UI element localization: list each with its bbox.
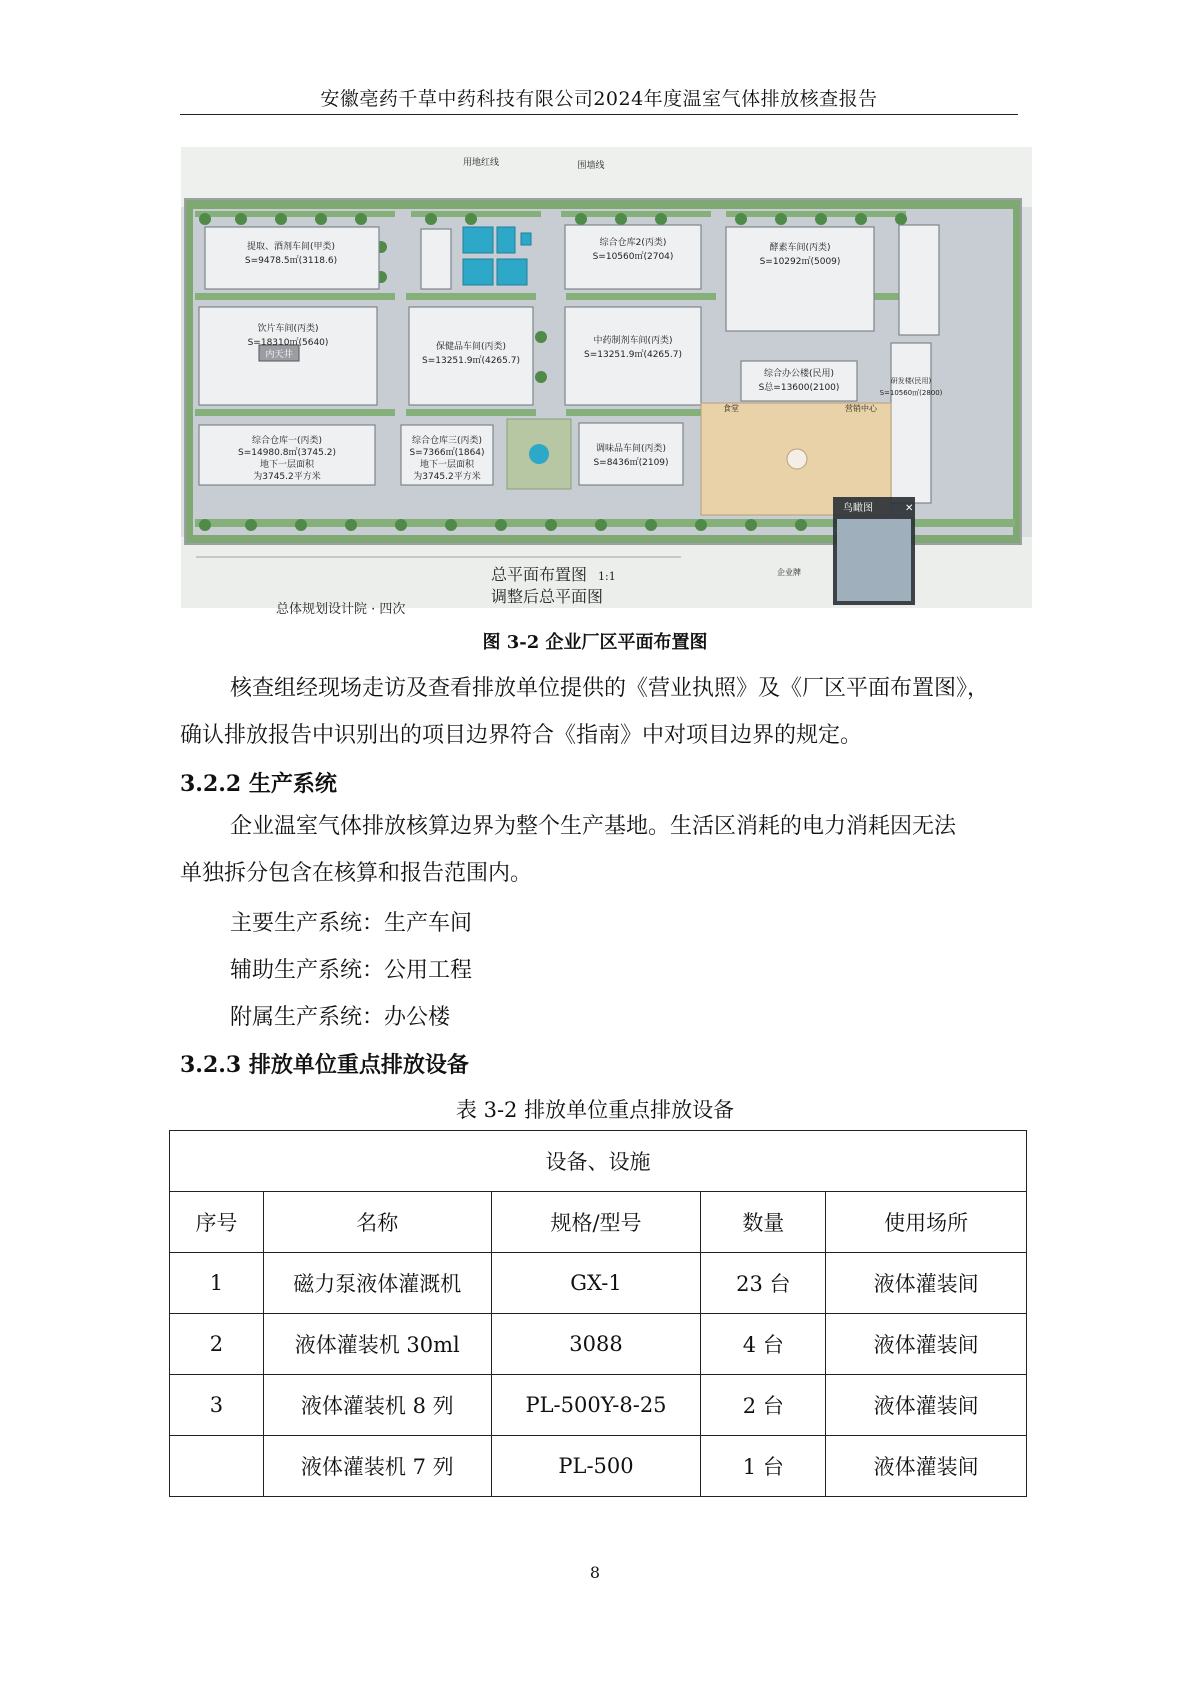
plan-title: 总平面布置图 [491, 565, 588, 584]
table-row [170, 1375, 1027, 1436]
table-cell: 液体灌装机 7 列 [263, 1436, 491, 1497]
boundary-label-1: 用地红线 [462, 158, 500, 168]
table-cell: 液体灌装间 [826, 1375, 1027, 1436]
table-group-header-row [170, 1131, 1027, 1192]
table-cell: 4 台 [701, 1314, 826, 1375]
building-area-4: S=18310㎡(5640) [247, 338, 329, 348]
section-heading-323: 3.2.3 排放单位重点排放设备 [180, 1052, 469, 1078]
courtyard-label: 内天井 [265, 350, 293, 360]
section-heading-322: 3.2.2 生产系统 [180, 771, 337, 797]
building-label-7: 综合办公楼(民用) [763, 369, 835, 379]
equipment-table [169, 1130, 1027, 1497]
building-area-9: S=14980.8㎡(3745.2) [238, 448, 336, 458]
paragraph-1 [180, 665, 1020, 759]
paragraph-1-line-2: 确认排放报告中识别出的项目边界符合《指南》中对项目边界的规定。 [180, 723, 863, 748]
table-group-header: 设备、设施 [170, 1131, 1027, 1192]
table-cell: 磁力泵液体灌溉机 [263, 1253, 491, 1314]
building-note-10b: 为3745.2平方米 [413, 472, 481, 482]
running-header: 安徽亳药千草中药科技有限公司2024年度温室气体排放核查报告 [320, 88, 878, 110]
building-label-3: 酵素车间(丙类) [769, 243, 831, 253]
column-header: 规格/型号 [491, 1192, 701, 1253]
table-cell: 1 台 [701, 1436, 826, 1497]
table-cell: 2 [170, 1314, 264, 1375]
building-label-8: 研发楼(民用) [890, 377, 932, 385]
table-cell: PL-500 [491, 1436, 701, 1497]
column-header: 数量 [701, 1192, 826, 1253]
building-area-11: S=8436㎡(2109) [593, 458, 669, 468]
building-area-3: S=10292㎡(5009) [759, 257, 841, 267]
canteen-label: 食堂 [723, 404, 739, 413]
building-area-8: S=10560㎡(2800) [879, 389, 943, 397]
building-label-2: 综合仓库2(丙类) [599, 238, 667, 248]
table-row [170, 1253, 1027, 1314]
building-label-5: 保健品车间(丙类) [435, 342, 507, 352]
page-number: 8 [589, 1563, 601, 1582]
figure-caption: 图 3-2 企业厂区平面布置图 [482, 632, 708, 653]
gate-label: 企业牌 [777, 568, 801, 577]
building-note-10a: 地下一层面积 [419, 460, 475, 470]
table-cell: 3088 [491, 1314, 701, 1375]
building-note-9a: 地下一层面积 [259, 460, 315, 470]
table-cell: GX-1 [491, 1253, 701, 1314]
paragraph-1-line-1: 核查组经现场走访及查看排放单位提供的《营业执照》及《厂区平面布置图》， [230, 676, 990, 701]
building-label-10: 综合仓库三(丙类) [411, 436, 483, 446]
minimap-close-icon[interactable]: ✕ [905, 503, 914, 514]
table-cell: 3 [170, 1375, 264, 1436]
building-area-10: S=7366㎡(1864) [409, 448, 485, 458]
building-label-4: 饮片车间(丙类) [257, 324, 319, 334]
building-area-2: S=10560㎡(2704) [592, 252, 674, 262]
building-label-9: 综合仓库一(丙类) [251, 436, 323, 446]
table-cell: 液体灌装间 [826, 1314, 1027, 1375]
main-system-line: 主要生产系统：生产车间 [230, 911, 473, 936]
table-row [170, 1436, 1027, 1497]
plan-cut-text: 总体规划设计院 · 四次 [276, 602, 406, 617]
table-cell: 液体灌装机 30ml [263, 1314, 491, 1375]
site-plan-image [181, 147, 1032, 617]
table-header-row [170, 1192, 1027, 1253]
table-cell: 液体灌装间 [826, 1253, 1027, 1314]
minimap-label: 鸟瞰图 [843, 503, 873, 514]
table-cell [170, 1436, 264, 1497]
table-cell: PL-500Y-8-25 [491, 1375, 701, 1436]
column-header: 序号 [170, 1192, 264, 1253]
building-area-1: S=9478.5㎡(3118.6) [244, 256, 338, 266]
table-row [170, 1314, 1027, 1375]
building-area-6: S=13251.9㎡(4265.7) [584, 350, 682, 360]
table-cell: 液体灌装机 8 列 [263, 1375, 491, 1436]
building-area-7: S总=13600(2100) [758, 383, 840, 393]
table-cell: 2 台 [701, 1375, 826, 1436]
paragraph-2-line-1: 企业温室气体排放核算边界为整个生产基地。生活区消耗的电力消耗因无法 [230, 814, 957, 839]
boundary-label-2: 围墙线 [577, 161, 605, 171]
building-label-6: 中药制剂车间(丙类) [593, 336, 673, 346]
plan-scale: 1:1 [598, 570, 616, 583]
plan-subtitle: 调整后总平面图 [491, 587, 604, 606]
table-cell: 液体灌装间 [826, 1436, 1027, 1497]
table-cell: 23 台 [701, 1253, 826, 1314]
table-cell: 1 [170, 1253, 264, 1314]
table-caption: 表 3-2 排放单位重点排放设备 [455, 1098, 735, 1122]
attached-system-line: 附属生产系统：办公楼 [230, 1005, 451, 1030]
building-note-9b: 为3745.2平方米 [253, 472, 321, 482]
aux-system-line: 辅助生产系统：公用工程 [230, 958, 473, 983]
building-label-1: 提取、酒剂车间(甲类) [246, 242, 336, 252]
paragraph-2 [180, 803, 1020, 897]
paragraph-2-line-2: 单独拆分包含在核算和报告范围内。 [180, 861, 533, 886]
column-header: 使用场所 [826, 1192, 1027, 1253]
sales-label: 营销中心 [845, 404, 877, 413]
building-area-5: S=13251.9㎡(4265.7) [422, 356, 520, 366]
building-label-11: 调味品车间(丙类) [595, 444, 667, 454]
column-header: 名称 [263, 1192, 491, 1253]
header-rule [180, 114, 1018, 115]
